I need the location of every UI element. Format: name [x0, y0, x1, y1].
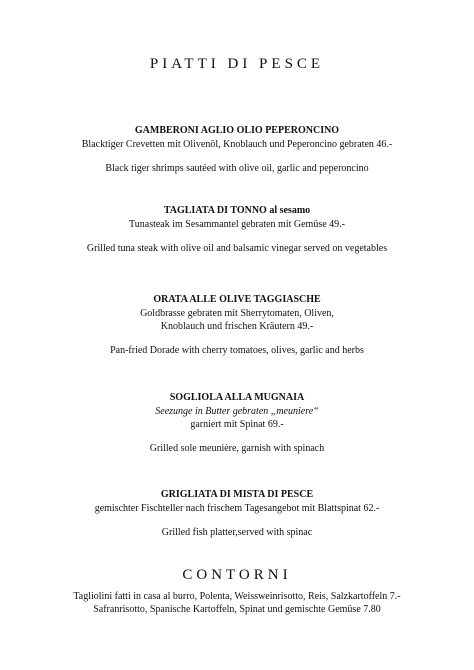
dish-name: SOGLIOLA ALLA MUGNAIA	[169, 392, 305, 403]
dish-description-de: gemischter Fischteller nach frischem Tagesangebot mit Blattspinat 62.-	[94, 503, 380, 514]
dish-description-de: Goldbrasse gebraten mit Sherrytomaten, Oliven,	[140, 308, 334, 319]
dish-name: TAGLIATA DI TONNO al sesamo	[163, 205, 311, 216]
dish-description-en: Black tiger shrimps sautéed with olive oil, garlic and peperoncino	[105, 163, 369, 174]
dish-description-en: Grilled tuna steak with olive oil and balsamic vinegar served on vegetables	[86, 243, 388, 254]
dish-tagliata-tonno	[20, 204, 454, 255]
dish-name: GRIGLIATA DI MISTA DI PESCE	[160, 489, 314, 500]
dish-description-de: Tunasteak im Sesammantel gebraten mit Gemüse 49.-	[129, 219, 345, 230]
dish-description-de: garniert mit Spinat 69.-	[190, 419, 284, 430]
dish-sogliola	[20, 391, 454, 455]
dish-grigliata	[20, 488, 454, 539]
dish-description-de: Knoblauch und frischen Kräutern 49.-	[160, 321, 314, 332]
dish-description-de-italic: Seezunge in Butter gebraten „meuniere“	[155, 406, 319, 417]
contorni-line: Safranrisotto, Spanische Kartoffeln, Spinat und gemischte Gemüse 7.80	[93, 604, 381, 615]
dish-description-en: Grilled fish platter,served with spinac	[161, 527, 313, 538]
dish-gamberoni	[20, 124, 454, 175]
contorni-line: Tagliolini fatti in casa al burro, Polenta, Weissweinrisotto, Reis, Salzkartoffeln 7.-	[73, 591, 401, 602]
contorni-title: CONTORNI	[182, 567, 292, 583]
dish-description-en: Pan-fried Dorade with cherry tomatoes, olives, garlic and herbs	[110, 345, 364, 356]
dish-name: GAMBERONI AGLIO OLIO PEPERONCINO	[134, 125, 340, 136]
contorni-list	[20, 590, 454, 616]
dish-name: ORATA ALLE OLIVE TAGGIASCHE	[153, 294, 321, 305]
dish-description-de: Blacktiger Crevetten mit Olivenöl, Knoblauch und Peperoncino gebraten 46.-	[81, 139, 393, 150]
page-title: PIATTI DI PESCE	[149, 56, 325, 72]
dish-description-en: Grilled sole meunière, garnish with spinach	[149, 443, 325, 454]
dish-orata	[20, 293, 454, 357]
